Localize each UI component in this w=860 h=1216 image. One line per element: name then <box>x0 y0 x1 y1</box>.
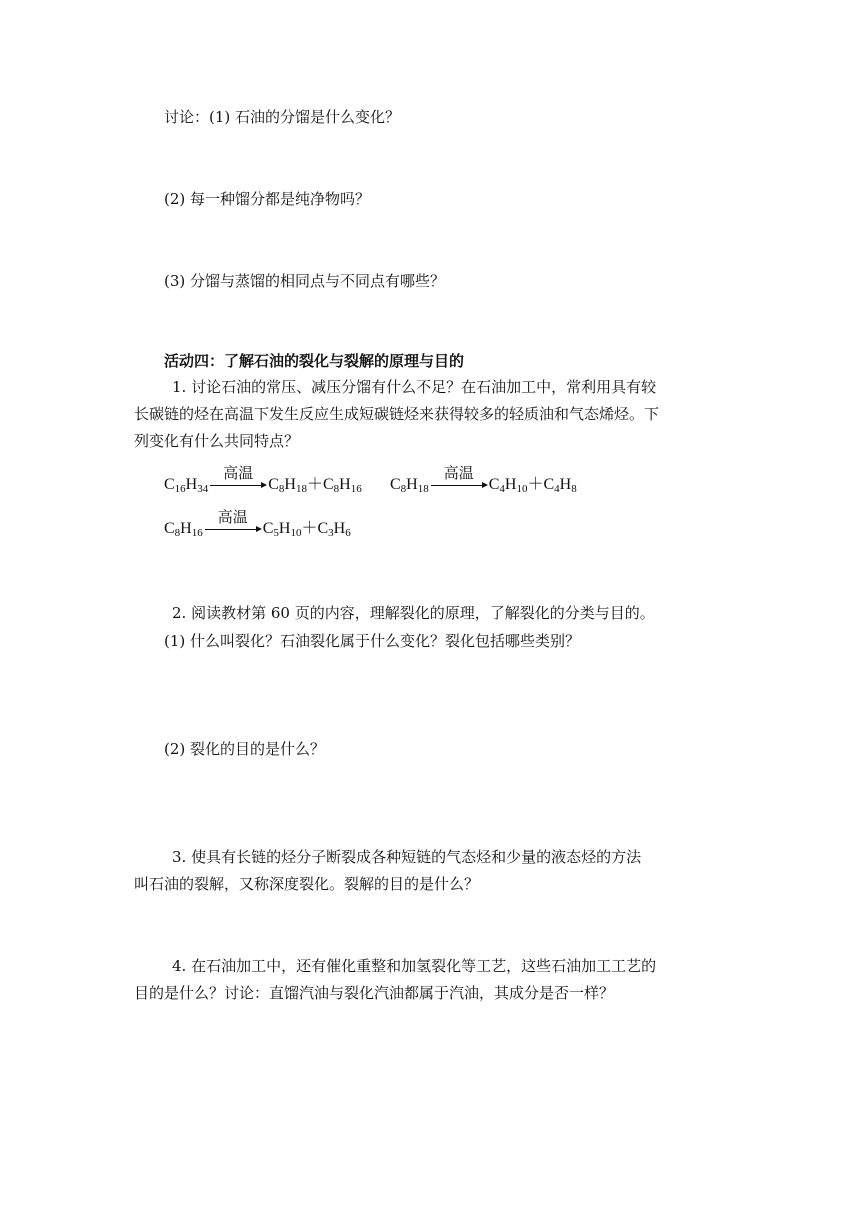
activity4-p2: 2. 阅读教材第 60 页的内容，理解裂化的原理，了解裂化的分类与目的。 <box>172 604 655 622</box>
reaction-1 <box>164 464 362 496</box>
reaction-condition: 高温 <box>217 508 248 526</box>
reaction-2 <box>390 464 577 496</box>
activity4-title: 活动四：了解石油的裂化与裂解的原理与目的 <box>164 352 465 370</box>
activity4-p3-line1: 3. 使具有长链的烃分子断裂成各种短链的气态烃和少量的液态烃的方法 <box>172 848 642 866</box>
discussion-q3: (3) 分馏与蒸馏的相同点与不同点有哪些？ <box>164 272 446 290</box>
products: $C_5H_{10}+C_3H_6$ <box>262 520 351 539</box>
reactant: $C_8H_{16}$ <box>164 520 203 539</box>
activity4-p1-line2: 长碳链的烃在高温下发生反应生成短碳链烃来获得较多的轻质油和气态烯烃。下 <box>134 405 660 423</box>
activity4-p4-line2: 目的是什么？讨论：直馏汽油与裂化汽油都属于汽油，其成分是否一样？ <box>134 984 615 1002</box>
activity4-p1-line3: 列变化有什么共同特点？ <box>134 432 300 450</box>
reaction-condition: 高温 <box>223 464 254 482</box>
reaction-condition: 高温 <box>443 464 474 482</box>
reaction-arrow <box>208 464 268 496</box>
activity4-p2-q2: (2) 裂化的目的是什么？ <box>164 740 326 758</box>
activity4-p4-line1: 4. 在石油加工中，还有催化重整和加氢裂化等工艺，这些石油加工工艺的 <box>172 957 657 975</box>
activity4-p2-q1: (1) 什么叫裂化？石油裂化属于什么变化？裂化包括哪些类别？ <box>164 632 581 650</box>
reactant: $C_{16}H_{34}$ <box>164 476 209 495</box>
discussion-q2: (2) 每一种馏分都是纯净物吗？ <box>164 190 371 208</box>
reaction-arrow <box>203 508 263 540</box>
products: $C_4H_{10}+C_4H_8$ <box>488 476 577 495</box>
reactant: $C_8H_{18}$ <box>390 476 429 495</box>
products: $C_8H_{18}+C_8H_{16}$ <box>268 476 362 495</box>
reaction-3 <box>164 508 351 540</box>
activity4-p3-line2: 叫石油的裂解，又称深度裂化。裂解的目的是什么？ <box>134 875 480 893</box>
activity4-p1-line1: 1. 讨论石油的常压、减压分馏有什么不足？在石油加工中，常利用具有较 <box>172 378 657 396</box>
discussion-q1: 讨论：(1) 石油的分馏是什么变化？ <box>164 108 401 126</box>
reaction-arrow <box>429 464 489 496</box>
